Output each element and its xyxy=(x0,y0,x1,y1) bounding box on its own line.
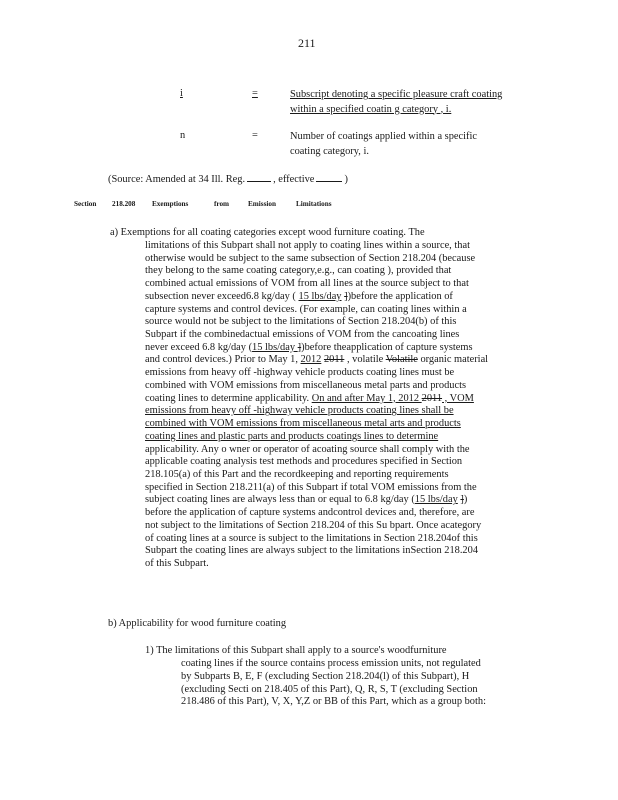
para-a-line xyxy=(145,304,467,317)
section-title-word: from xyxy=(214,200,230,208)
para-a-first-text: for all coating categories except wood furniture coating. The xyxy=(170,227,425,238)
definition-equals: = xyxy=(252,130,258,141)
text-segment: organic material xyxy=(417,354,489,366)
text-segment: subject coating lines are always less than or equal to 6.8 kg/day ( xyxy=(145,494,415,506)
text-segment: emissions from heavy off -highway vehicle products coating lines must be xyxy=(145,367,455,379)
text-segment: of this Subpart. xyxy=(145,558,209,569)
definition-description-line: Number of coatings applied within a specific xyxy=(290,131,477,142)
definition-description-line: within a specified coatin g category , i. xyxy=(290,103,452,115)
para-a-line xyxy=(145,329,459,342)
para-a-line xyxy=(145,482,477,495)
para-a-line xyxy=(145,380,466,393)
text-segment: On and after May 1, 2012 xyxy=(311,392,422,404)
para-a-line xyxy=(145,418,461,431)
para-a-line xyxy=(145,558,209,571)
text-segment: capture systems and control devices. (For example, can coating lines within a xyxy=(145,303,467,315)
para-b1-line: 218.486 of this Part), V, X, Y,Z or BB of this Part, which as a group both: xyxy=(181,696,486,708)
para-a-first-line xyxy=(110,227,425,240)
section-title-word: Limitations xyxy=(296,200,332,208)
para-a-line xyxy=(145,265,451,278)
para-a-line xyxy=(145,253,475,266)
text-segment: of coating lines at a source is subject to the limitations in Section 218.204of this xyxy=(145,532,478,544)
para-a-line xyxy=(145,456,462,469)
para-a-line xyxy=(145,405,454,418)
para-a-line xyxy=(145,278,469,291)
source-note xyxy=(108,172,348,187)
blank-line xyxy=(316,172,342,182)
section-number: 218.208 xyxy=(112,200,136,208)
para-a-label: a) Exemptions xyxy=(110,227,171,238)
para-b-text: for wood furniture coating xyxy=(173,618,287,629)
definition-description-line: Subscript denoting a specific pleasure craft coating xyxy=(290,89,503,100)
page-number: 211 xyxy=(298,36,316,50)
text-segment: Volatile xyxy=(385,354,418,366)
text-segment: 2011 xyxy=(421,392,443,404)
para-a-line xyxy=(145,469,449,482)
section-label: Section xyxy=(74,200,97,208)
text-segment: 15 lbs/day xyxy=(252,341,298,353)
para-a-line xyxy=(145,444,470,457)
para-b1-first-line xyxy=(145,645,447,658)
text-segment: combined actual emissions of VOM from all lines at the source subject to that xyxy=(145,278,469,290)
para-a-line xyxy=(145,342,473,355)
source-note-pre: (Source: Amended at 34 Ill. Reg. xyxy=(108,174,246,185)
definition-equals: = xyxy=(252,88,258,99)
text-segment: 2012 xyxy=(300,354,322,366)
text-segment: limitations of this Subpart shall not apply to coating lines within a source, that xyxy=(145,240,470,251)
text-segment: subsection never exceed6.8 kg/day ( xyxy=(145,290,299,302)
para-b1-line: coating lines if the source contains process emission units, not regulated xyxy=(181,658,481,669)
text-segment: combined with VOM emissions from miscellaneous metal parts and products xyxy=(145,379,466,391)
text-segment: Subpart the coating lines are always subject to the limitations inSection 218.204 xyxy=(145,545,479,557)
text-segment: otherwise would be subject to the same subsection of Section 218.204 (because xyxy=(145,252,476,264)
para-b-label: b) Applicability xyxy=(108,618,174,629)
text-segment: ] xyxy=(344,290,348,302)
text-segment: ] xyxy=(297,341,302,353)
text-segment: and control devices.) Prior to May 1, xyxy=(145,354,301,366)
para-b1-label: 1) The xyxy=(145,645,173,656)
text-segment: 218.105(a) of this Part and the recordkeeping and reporting requirements xyxy=(145,468,449,480)
text-segment: Subpart if the combinedactual emissions of VOM from the cancoating lines xyxy=(145,329,460,341)
para-a-line xyxy=(145,494,467,507)
text-segment: , VOM xyxy=(442,392,474,404)
para-a-line xyxy=(145,545,478,558)
text-segment: , volatile xyxy=(344,354,386,366)
text-segment: they belong to the same coating category,e.g., can coating ), provided that xyxy=(145,265,452,277)
text-segment: ) xyxy=(463,494,468,506)
source-note-post: ) xyxy=(344,174,348,185)
text-segment: )before theapplication of capture systems xyxy=(301,341,473,353)
definition-symbol: n xyxy=(180,130,186,141)
para-b-heading xyxy=(108,618,286,631)
text-segment: applicable coating analysis test methods and procedures specified in Section xyxy=(145,456,463,468)
section-title-word: Exemptions xyxy=(152,200,189,208)
para-b1-line: (excluding Secti on 218.405 of this Part), Q, R, S, T (excluding Section xyxy=(181,683,478,695)
source-note-mid: , effective xyxy=(273,174,315,185)
blank-line xyxy=(247,172,271,182)
text-segment: never exceed 6.8 kg/day ( xyxy=(145,341,253,353)
text-segment: )before the application of xyxy=(347,290,453,302)
definition-description-line: coating category, i. xyxy=(290,145,369,157)
text-segment: ] xyxy=(460,494,464,506)
para-b1-first-text: limitations of this Subpart shall apply to a source's woodfurniture xyxy=(172,645,447,656)
para-a-line xyxy=(145,316,456,329)
para-a-line xyxy=(145,354,488,367)
text-segment: 2011 xyxy=(323,354,345,366)
text-segment: applicability. Any o wner or operator of acoating source shall comply with the xyxy=(145,443,470,455)
para-a-line xyxy=(145,507,474,520)
text-segment: specified in Section 218.211(a) of this Subpart if total VOM emissions from the xyxy=(145,481,477,493)
section-title-word: Emission xyxy=(248,200,276,208)
para-a-line xyxy=(145,431,438,444)
text-segment: 15 lbs/day xyxy=(298,290,342,302)
para-b1-line: by Subparts B, E, F (excluding Section 218.204(l) of this Subpart), H xyxy=(181,670,470,682)
para-a-line xyxy=(145,533,478,546)
text-segment: combined with VOM emissions from miscellaneous metal arts and products xyxy=(145,418,461,430)
para-a-line xyxy=(145,367,454,380)
text-segment: before the application of capture systems andcontrol devices and, therefore, are xyxy=(145,507,475,519)
text-segment: 15 lbs/day xyxy=(414,494,458,506)
text-segment: coating lines and plastic parts and products coatings lines to determine xyxy=(145,430,439,442)
text-segment: emissions from heavy off -highway vehicle products coating lines shall be xyxy=(145,405,454,417)
text-segment: source would not be subject to the limitations of Section 218.204(b) of this xyxy=(145,316,457,328)
definition-symbol: i xyxy=(180,88,183,99)
para-a-line xyxy=(145,393,474,406)
text-segment: not subject to the limitations of Section 218.204 of this Su bpart. Once acategory xyxy=(145,519,482,531)
para-a-line xyxy=(145,291,453,304)
text-segment: coating lines to determine applicability. xyxy=(145,392,312,404)
para-a-line xyxy=(145,520,481,533)
para-a-line xyxy=(145,240,470,253)
